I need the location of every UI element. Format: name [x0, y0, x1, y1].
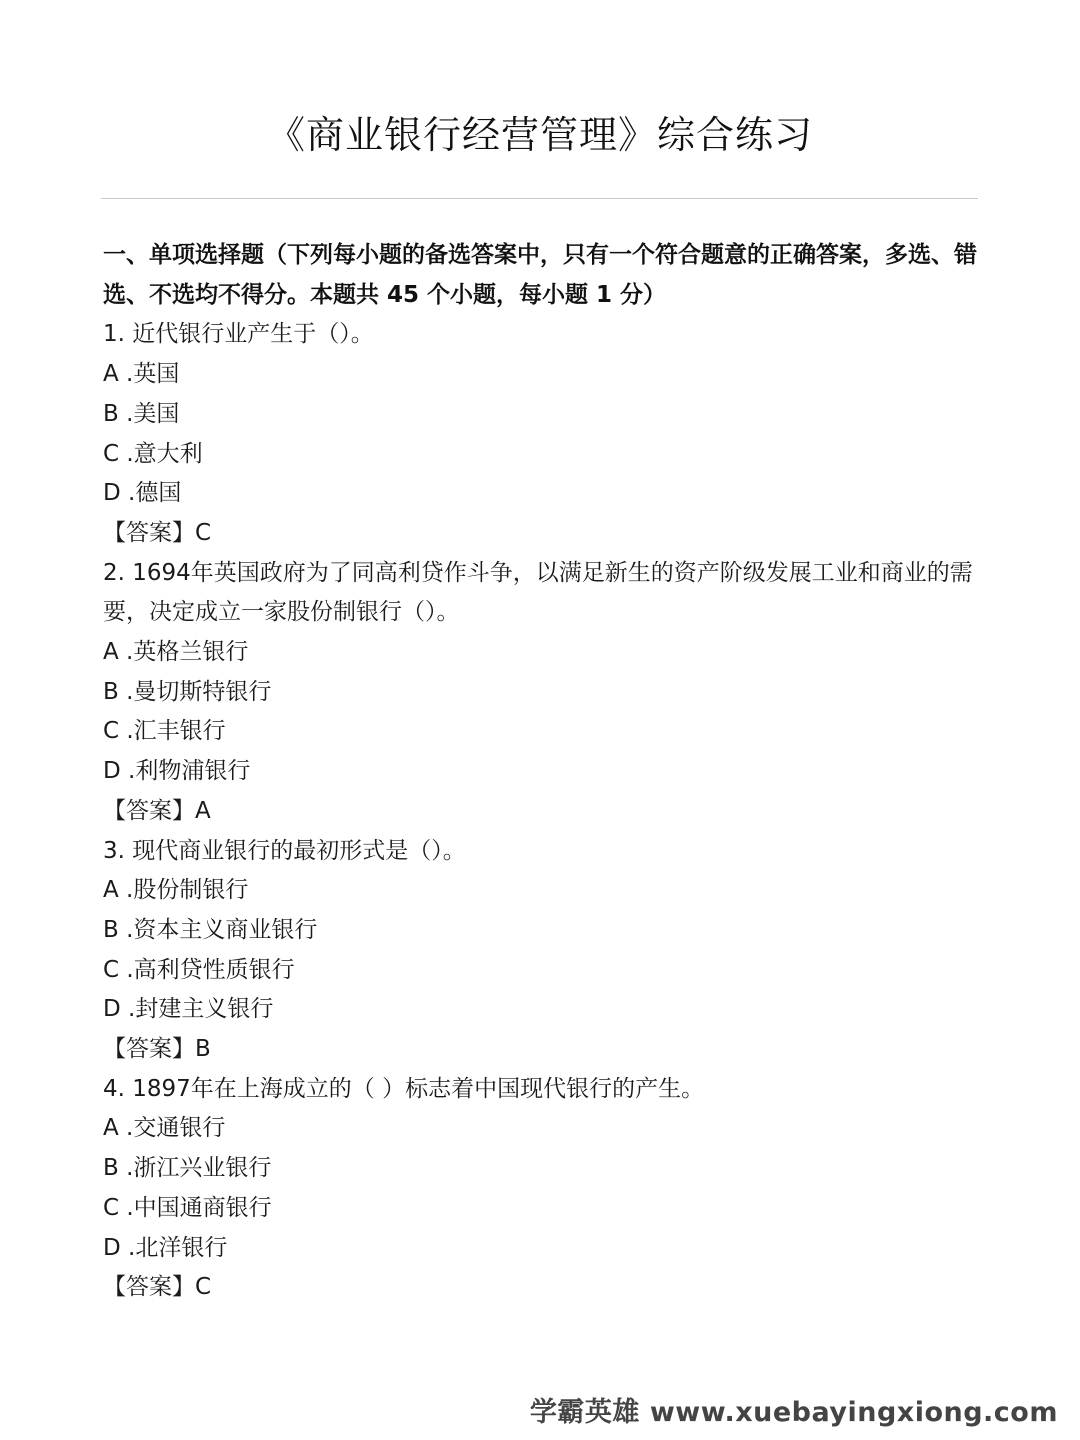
question-stem: 4. 1897年在上海成立的（ ）标志着中国现代银行的产生。: [103, 1075, 705, 1102]
option-d: D .北洋银行: [103, 1234, 228, 1261]
option-a: A .英国: [103, 361, 180, 388]
option-a: A .股份制银行: [103, 877, 249, 904]
option-d: D .利物浦银行: [103, 758, 251, 785]
option-b: B .美国: [103, 400, 180, 427]
option-b: B .浙江兴业银行: [103, 1155, 272, 1182]
option-b: B .曼切斯特银行: [103, 678, 272, 705]
option-c: C .中国通商银行: [103, 1194, 272, 1221]
footer-url: www.xuebayingxiong.com: [649, 1397, 1058, 1428]
option-b: B .资本主义商业银行: [103, 916, 318, 943]
document-title: 《商业银行经营管理》综合练习: [266, 113, 813, 157]
answer: 【答案】B: [103, 1036, 211, 1063]
footer-brand: 学霸英雄: [529, 1397, 640, 1428]
question-1: [103, 315, 983, 553]
option-a: A .英格兰银行: [103, 639, 249, 666]
question-3: [103, 832, 983, 1070]
document-content: [103, 236, 983, 1308]
title-divider: [101, 198, 978, 199]
option-a: A .交通银行: [103, 1115, 226, 1142]
option-d: D .封建主义银行: [103, 996, 274, 1023]
question-stem: 2. 1694年英国政府为了同高利贷作斗争，以满足新生的资产阶级发展工业和商业的需要，决定成立一家股份制银行（）。: [103, 559, 973, 626]
section-heading: 一、单项选择题（下列每小题的备选答案中，只有一个符合题意的正确答案，多选、错选、不选均不得分。本题共 45 个小题，每小题 1 分）: [103, 242, 977, 308]
answer: 【答案】C: [103, 519, 212, 546]
answer: 【答案】A: [103, 797, 211, 824]
option-c: C .汇丰银行: [103, 718, 226, 745]
option-d: D .德国: [103, 480, 182, 507]
answer: 【答案】C: [103, 1274, 212, 1301]
question-stem: 3. 现代商业银行的最初形式是（）。: [103, 837, 466, 864]
question-stem: 1. 近代银行业产生于（）。: [103, 321, 374, 348]
option-c: C .意大利: [103, 440, 203, 467]
question-2: [103, 554, 983, 832]
option-c: C .高利贷性质银行: [103, 956, 295, 983]
footer-watermark: [530, 1390, 1058, 1429]
question-4: [103, 1070, 983, 1308]
